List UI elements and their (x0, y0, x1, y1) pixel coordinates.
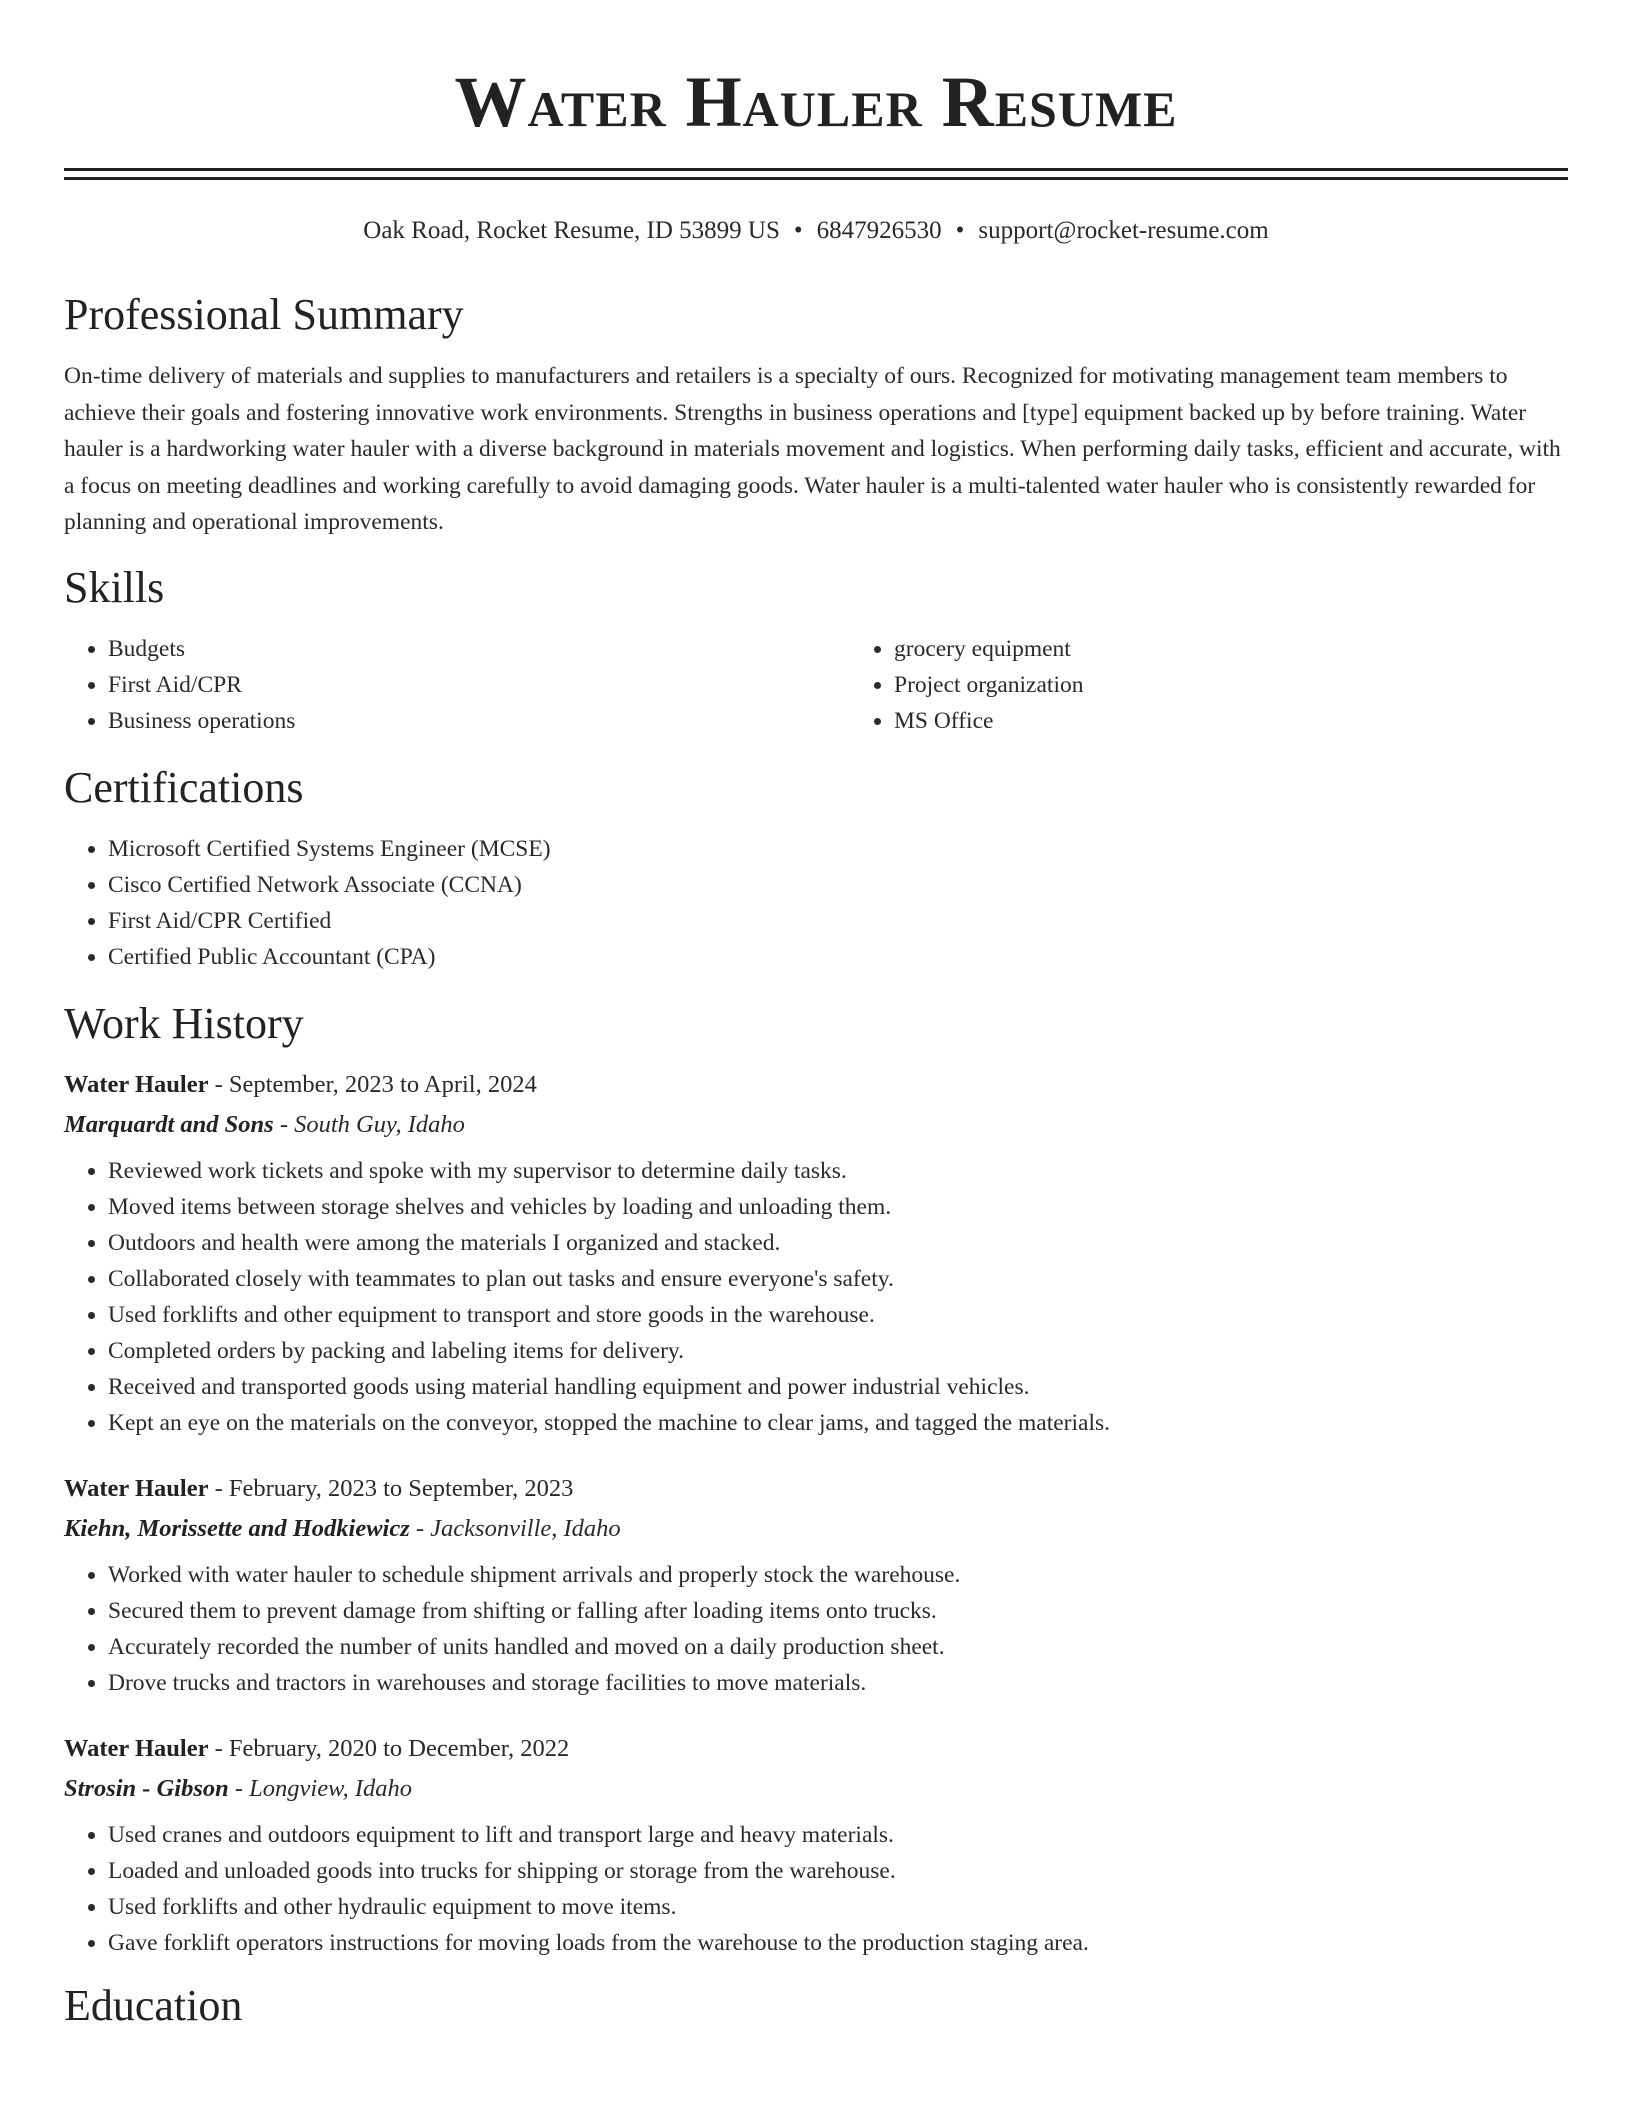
job-company-line (64, 1511, 1568, 1547)
duty-item: • Outdoors and health were among the materials I organized and stacked. (108, 1225, 1568, 1261)
title-rule-bottom (64, 177, 1568, 180)
job-location: - Longview, Idaho (228, 1774, 413, 1802)
job-company-line (64, 1107, 1568, 1143)
skill-item: • Business operations (108, 703, 850, 739)
job-company: Marquardt and Sons (64, 1110, 274, 1138)
job-role: Water Hauler (64, 1474, 209, 1502)
certification-item: • Certified Public Accountant (CPA) (108, 939, 1568, 975)
certifications-list (64, 831, 1568, 975)
duty-item: • Completed orders by packing and labeling items for delivery. (108, 1333, 1568, 1369)
job-entry (64, 1471, 1568, 1701)
skills-list-left (64, 631, 850, 739)
duty-item: • Received and transported goods using material handling equipment and power industrial vehicles. (108, 1369, 1568, 1405)
job-duties (64, 1153, 1568, 1441)
title-rule-top (64, 168, 1568, 171)
summary-text: On-time delivery of materials and supplies to manufacturers and retailers is a specialty of ours. Recognized for motivating management team members to achieve their goals and fostering innovative work environments. Strengths in business operations and [type] equipment backed up by before training. Water hauler is a hardworking water hauler with a diverse background in materials movement and logistics. When performing daily tasks, efficient and accurate, with a focus on meeting deadlines and working carefully to avoid damaging goods. Water hauler is a multi-talented water hauler who is consistently rewarded for planning and operational improvements. (64, 363, 1561, 535)
job-dates: - February, 2023 to September, 2023 (208, 1474, 574, 1502)
skills-columns (64, 631, 1568, 739)
skill-item: • MS Office (894, 703, 1083, 739)
job-duties (64, 1817, 1568, 1961)
summary-heading: Professional Summary (64, 290, 464, 339)
work-history-heading: Work History (64, 998, 304, 1048)
job-dates: - February, 2020 to December, 2022 (208, 1734, 570, 1762)
duty-item: • Reviewed work tickets and spoke with my supervisor to determine daily tasks. (108, 1153, 1568, 1189)
duty-item: • Moved items between storage shelves and vehicles by loading and unloading them. (108, 1189, 1568, 1225)
contact-phone: 6847926530 (816, 217, 942, 244)
duty-item: • Secured them to prevent damage from shifting or falling after loading items onto trucks. (108, 1593, 1568, 1629)
job-entry (64, 1731, 1568, 1961)
contact-separator: • (955, 217, 965, 244)
duty-item: • Kept an eye on the materials on the conveyor, stopped the machine to clear jams, and tagged the materials. (108, 1405, 1568, 1441)
job-title-line (64, 1731, 1568, 1767)
certification-item: • Microsoft Certified Systems Engineer (MCSE) (108, 831, 1568, 867)
certification-item: • First Aid/CPR Certified (108, 903, 1568, 939)
job-title-line (64, 1067, 1568, 1103)
job-company-line (64, 1771, 1568, 1807)
job-company: Kiehn, Morissette and Hodkiewicz (64, 1514, 410, 1542)
job-company: Strosin - Gibson (64, 1774, 229, 1802)
job-location: - South Guy, Idaho (273, 1110, 465, 1138)
job-dates: - September, 2023 to April, 2024 (208, 1070, 537, 1098)
job-duties (64, 1557, 1568, 1701)
education-heading: Education (64, 1980, 243, 2030)
contact-email: support@rocket-resume.com (978, 217, 1269, 244)
resume-title: Water Hauler Resume (454, 62, 1178, 142)
duty-item: • Gave forklift operators instructions for moving loads from the warehouse to the production staging area. (108, 1925, 1568, 1961)
skill-item: • Project organization (894, 667, 1083, 703)
duty-item: • Collaborated closely with teammates to plan out tasks and ensure everyone's safety. (108, 1261, 1568, 1297)
job-role: Water Hauler (64, 1070, 209, 1098)
skill-item: • Budgets (108, 631, 850, 667)
skill-item: • First Aid/CPR (108, 667, 850, 703)
skill-item: • grocery equipment (894, 631, 1083, 667)
job-role: Water Hauler (64, 1734, 209, 1762)
duty-item: • Accurately recorded the number of units handled and moved on a daily production sheet. (108, 1629, 1568, 1665)
contact-separator: • (793, 217, 803, 244)
contact-address: Oak Road, Rocket Resume, ID 53899 US (363, 217, 780, 244)
job-title-line (64, 1471, 1568, 1507)
duty-item: • Used forklifts and other equipment to transport and store goods in the warehouse. (108, 1297, 1568, 1333)
job-entry (64, 1067, 1568, 1441)
skills-heading: Skills (64, 562, 165, 612)
contact-line (64, 216, 1568, 246)
skills-list-right (850, 631, 1083, 739)
duty-item: • Used cranes and outdoors equipment to lift and transport large and heavy materials. (108, 1817, 1568, 1853)
duty-item: • Used forklifts and other hydraulic equipment to move items. (108, 1889, 1568, 1925)
duty-item: • Worked with water hauler to schedule shipment arrivals and properly stock the warehouse. (108, 1557, 1568, 1593)
job-location: - Jacksonville, Idaho (409, 1514, 621, 1542)
certifications-heading: Certifications (64, 762, 304, 812)
certification-item: • Cisco Certified Network Associate (CCNA) (108, 867, 1568, 903)
duty-item: • Loaded and unloaded goods into trucks for shipping or storage from the warehouse. (108, 1853, 1568, 1889)
duty-item: • Drove trucks and tractors in warehouses and storage facilities to move materials. (108, 1665, 1568, 1701)
